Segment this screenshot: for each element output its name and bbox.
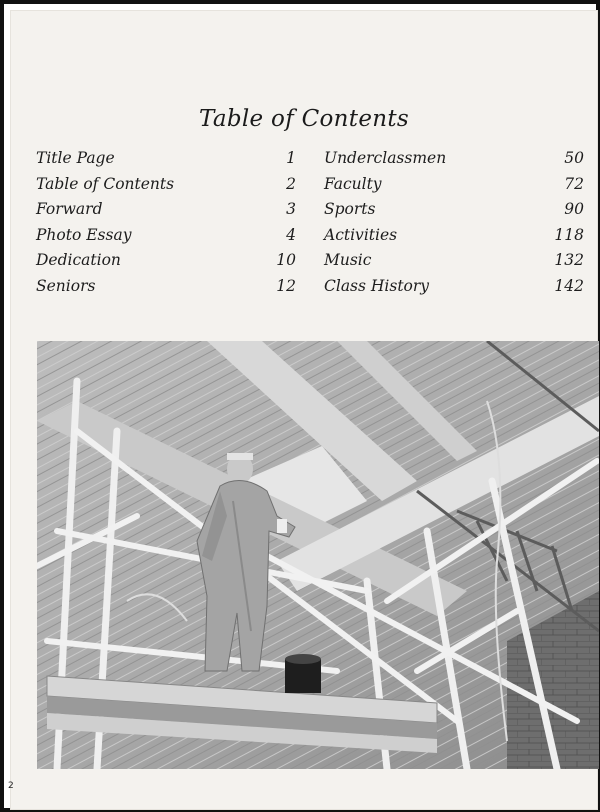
toc-column-left <box>36 146 296 299</box>
toc-entry-page: 1 <box>286 149 296 167</box>
scaffolding-photo-image <box>37 341 599 769</box>
toc-entry-page: 2 <box>286 174 296 193</box>
toc-entry-label: Seniors <box>36 276 96 295</box>
toc-entry-page: 118 <box>554 225 584 244</box>
toc-entry <box>324 274 584 300</box>
toc-entry-label: Sports <box>324 200 376 218</box>
toc-entry-label: Forward <box>36 200 103 218</box>
toc-entry <box>324 172 584 198</box>
toc-entry-page: 4 <box>286 225 296 244</box>
toc-entry <box>36 146 296 172</box>
page-title: Table of Contents <box>198 106 409 132</box>
toc-entry <box>324 197 584 223</box>
toc-entry-page: 12 <box>276 276 296 295</box>
toc-entry-page: 142 <box>554 276 584 295</box>
toc-entry-label: Faculty <box>324 174 382 193</box>
yearbook-page <box>10 10 598 810</box>
toc-entry-label: Dedication <box>36 251 121 269</box>
toc-entry <box>36 172 296 198</box>
scaffolding-photo <box>37 341 599 769</box>
toc-entry-label: Class History <box>324 276 430 295</box>
toc-entry-page: 90 <box>564 200 584 218</box>
page-number: 2 <box>8 781 14 791</box>
toc-entry-label: Table of Contents <box>36 174 175 193</box>
toc-entry-page: 3 <box>286 200 296 218</box>
toc-entry-label: Music <box>324 251 372 269</box>
toc-entry-label: Underclassmen <box>324 149 447 167</box>
toc-entry-page: 10 <box>276 251 296 269</box>
toc-column-right <box>324 146 584 299</box>
toc-entry <box>324 223 584 249</box>
toc-entry <box>324 248 584 274</box>
toc-entry <box>324 146 584 172</box>
toc-entry-label: Photo Essay <box>36 225 132 244</box>
toc-entry-page: 72 <box>564 174 584 193</box>
toc-entry <box>36 223 296 249</box>
toc-entry-page: 132 <box>554 251 584 269</box>
toc-entry <box>36 274 296 300</box>
toc-entry <box>36 197 296 223</box>
toc-entry-page: 50 <box>564 149 584 167</box>
toc-entry-label: Activities <box>324 225 398 244</box>
toc-entry <box>36 248 296 274</box>
toc-entry-label: Title Page <box>36 149 115 167</box>
